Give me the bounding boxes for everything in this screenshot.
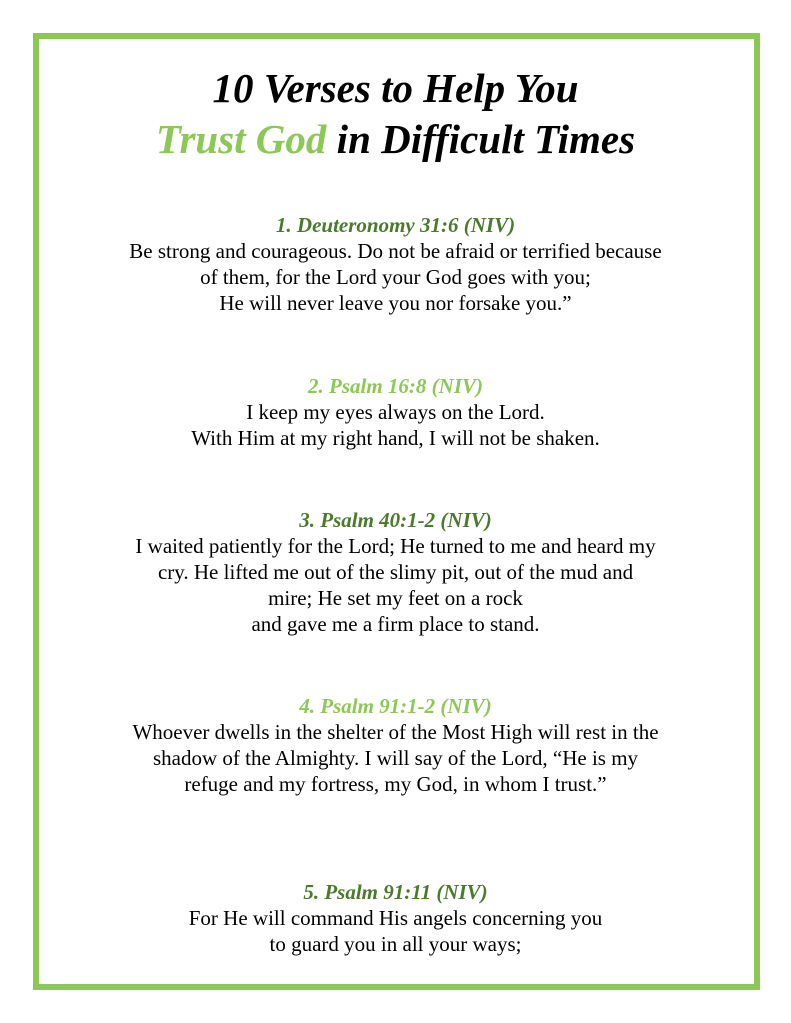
verse-line: He will never leave you nor forsake you.” xyxy=(219,291,572,315)
title-accent-trust-god: Trust God xyxy=(155,116,327,162)
verse-line: I keep my eyes always on the Lord. xyxy=(246,400,545,424)
title-text-2: in Difficult Times xyxy=(326,116,636,162)
verse-line: refuge and my fortress, my God, in whom I trust.” xyxy=(184,772,607,796)
title-text-1: 10 Verses to Help You xyxy=(212,65,579,111)
verse-reference: 4. Psalm 91:1-2 (NIV) xyxy=(299,694,492,718)
verse-reference: 3. Psalm 40:1-2 (NIV) xyxy=(299,508,492,532)
verse-line: shadow of the Almighty. I will say of the Lord, “He is my xyxy=(152,746,639,770)
verse-line: mire; He set my feet on a rock xyxy=(268,586,523,610)
verse-line: Whoever dwells in the shelter of the Most High will rest in the xyxy=(132,720,659,744)
verse-1 xyxy=(60,212,731,316)
verse-line: and gave me a firm place to stand. xyxy=(251,612,540,636)
page-title-line-1 xyxy=(0,62,791,114)
verse-5 xyxy=(60,879,731,957)
verse-line: of them, for the Lord your God goes with you; xyxy=(200,265,591,289)
verse-line: to guard you in all your ways; xyxy=(269,932,522,956)
verse-line: I waited patiently for the Lord; He turned to me and heard my xyxy=(135,534,656,558)
verse-3 xyxy=(60,507,731,637)
verse-line: With Him at my right hand, I will not be shaken. xyxy=(191,426,600,450)
verse-4 xyxy=(60,693,731,797)
verse-reference: 1. Deuteronomy 31:6 (NIV) xyxy=(275,213,516,237)
verse-line: For He will command His angels concerning you xyxy=(188,906,603,930)
page-title-line-2 xyxy=(0,113,791,165)
verse-line: Be strong and courageous. Do not be afraid or terrified because xyxy=(129,239,662,263)
verse-2 xyxy=(60,373,731,451)
verse-reference: 5. Psalm 91:11 (NIV) xyxy=(303,880,488,904)
verse-reference: 2. Psalm 16:8 (NIV) xyxy=(308,374,483,398)
verse-line: cry. He lifted me out of the slimy pit, out of the mud and xyxy=(157,560,634,584)
